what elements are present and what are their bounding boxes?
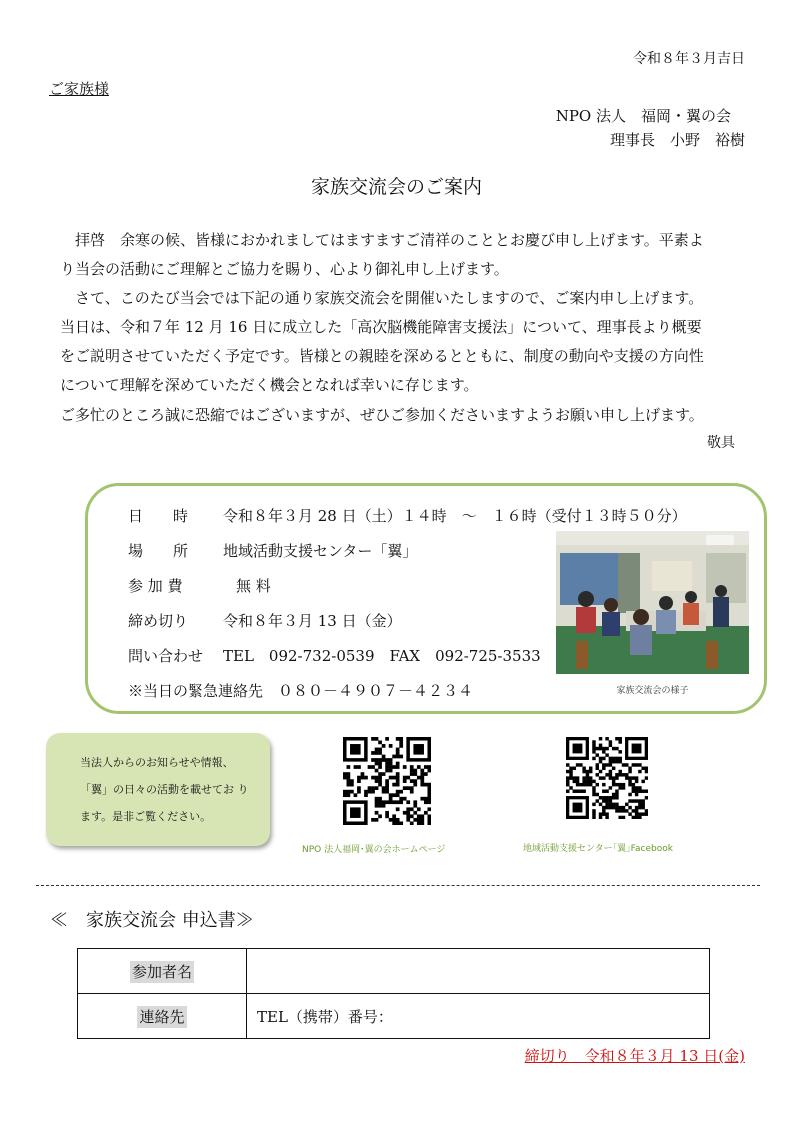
detail-fee [128, 575, 271, 596]
emergency-contact: ※当日の緊急連絡先 ０８０－４９０７－４２３４ [128, 682, 474, 700]
chairperson-name: 理事長 小野 裕樹 [609, 131, 745, 149]
closing: 敬具 [707, 435, 735, 451]
notice-line: 「翼」の日々の活動を載せてお り [80, 783, 249, 796]
detail-label: 日 時 [128, 507, 189, 525]
detail-label: 場 所 [128, 542, 189, 560]
form-label-cell [78, 949, 247, 994]
qr-caption-homepage[interactable]: NPO 法人福岡･翼の会ホームページ [302, 845, 446, 855]
participant-name-field[interactable] [247, 949, 710, 994]
detail-value: 令和８年３月 28 日（土）１４時 ～ １６時（受付１３時５０分） [223, 507, 687, 525]
detail-deadline [128, 610, 402, 631]
detail-label: 問い合わせ [128, 647, 204, 665]
body-line: をご説明させていただく予定です。皆様との親睦を深めるとともに、制度の動向や支援の方向性 [60, 347, 704, 366]
body-line: について理解を深めていただく機会となれば幸いに存じます。 [60, 376, 479, 395]
body-line: ご多忙のところ誠に恐縮ではございますが、ぜひご参加くださいますようお願い申し上げます。 [60, 405, 704, 424]
form-label: 連絡先 [139, 1007, 185, 1026]
body-line: 当日は、令和７年 12 月 16 日に成立した「高次脳機能障害支援法」について、理事長より概要 [60, 318, 702, 337]
detail-label: 締め切り [128, 612, 189, 630]
detail-label: 参 加 費 [128, 577, 183, 595]
detail-value: 令和８年３月 13 日（金） [223, 612, 402, 630]
qr-code-homepage-icon[interactable] [343, 737, 431, 825]
form-label-cell [78, 994, 247, 1039]
recipient: ご家族様 [49, 80, 110, 98]
body-line: 拝啓 余寒の候、皆様におかれましてはますますご清祥のこととお慶び申し上げます。平素よ [60, 231, 704, 249]
event-photo [556, 531, 749, 674]
form-heading: ≪ 家族交流会 申込書≫ [50, 910, 254, 931]
notice-line: 当法人からのお知らせや情報、 [80, 756, 234, 769]
detail-value: TEL 092-732-0539 FAX 092-725-3533 [223, 647, 541, 665]
letter-body [60, 226, 750, 430]
organization-name: NPO 法人 福岡・翼の会 [555, 107, 731, 125]
qr-caption-facebook[interactable]: 地域活動支援センター｢翼｣Facebook [523, 844, 673, 854]
detail-value: 地域活動支援センター「翼」 [223, 542, 418, 560]
table-row [78, 994, 710, 1039]
body-line: り当会の活動にご理解とご協力を賜り、心より御礼申し上げます。 [60, 260, 509, 279]
form-label: 参加者名 [131, 962, 192, 981]
document-date: 令和８年３月吉日 [633, 51, 745, 67]
detail-datetime [128, 505, 687, 526]
body-line: さて、このたび当会では下記の通り家族交流会を開催いたしますので、ご案内申し上げます。 [60, 289, 704, 308]
form-deadline: 締切り 令和８年３月 13 日(金) [524, 1047, 745, 1065]
photo-caption: 家族交流会の様子 [616, 686, 689, 696]
page-title: 家族交流会のご案内 [310, 176, 482, 198]
table-row [78, 949, 710, 994]
notice-line: ます。是非ご覧ください。 [80, 810, 212, 823]
detail-value: 無 料 [236, 577, 271, 595]
cut-line-divider [36, 885, 760, 886]
application-form-table [77, 948, 710, 1039]
contact-phone-field[interactable]: TEL（携帯）番号： [247, 994, 710, 1039]
detail-contact [128, 645, 541, 666]
detail-place [128, 540, 417, 561]
qr-code-facebook-icon[interactable] [566, 737, 648, 819]
